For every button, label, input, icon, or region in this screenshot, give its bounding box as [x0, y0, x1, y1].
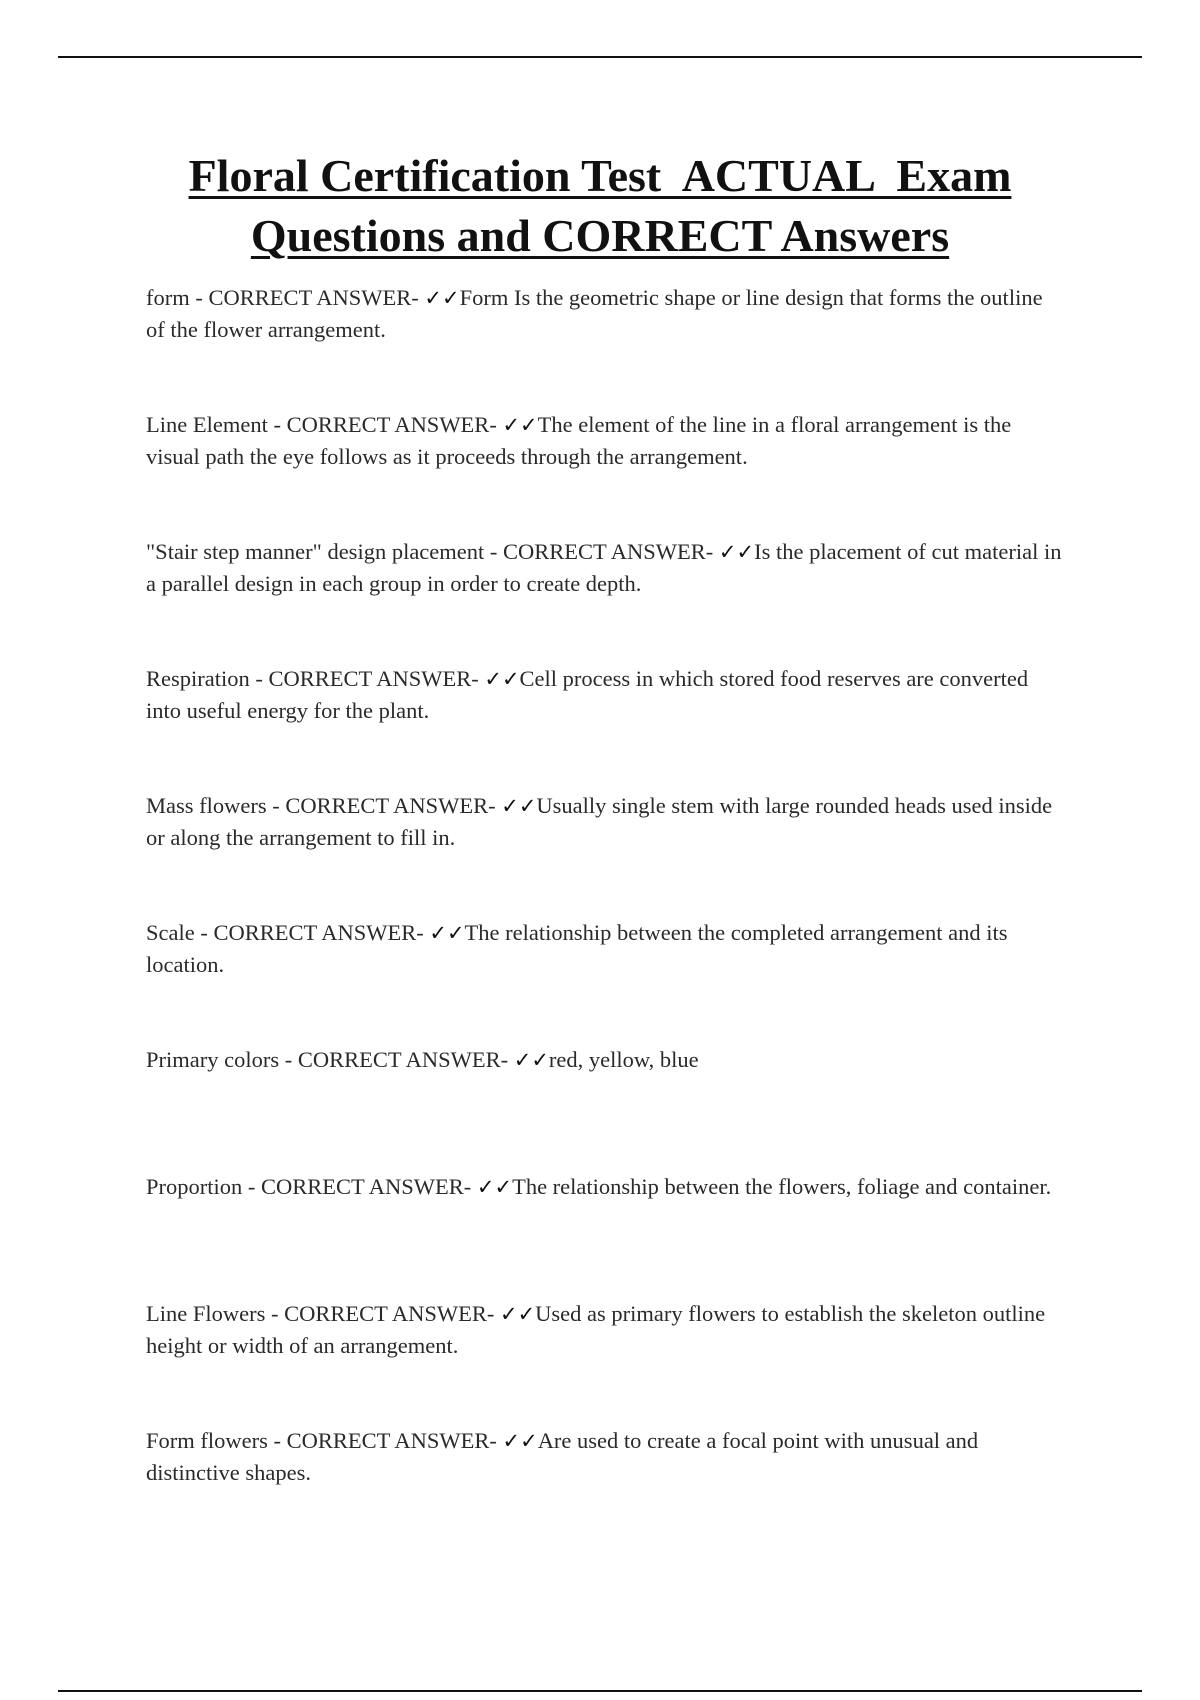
qa-item	[146, 917, 1066, 1044]
correct-answer-label: - CORRECT ANSWER-	[242, 1174, 477, 1199]
qa-answer: The element of the line in a floral arrangement is the visual path the eye follows as it proceeds through the arrangement.	[146, 412, 1017, 469]
qa-term: "Stair step manner" design placement	[146, 539, 485, 564]
checkmark-icon: ✓✓	[424, 286, 460, 310]
qa-item	[146, 1171, 1066, 1298]
qa-item	[146, 409, 1066, 536]
top-rule	[58, 56, 1142, 58]
qa-answer: The relationship between the completed arrangement and its location.	[146, 920, 1014, 977]
correct-answer-label: - CORRECT ANSWER-	[265, 1301, 500, 1326]
qa-term: Proportion	[146, 1174, 243, 1199]
qa-term: Primary colors	[146, 1047, 280, 1072]
checkmark-icon: ✓✓	[484, 667, 520, 691]
title-line: Questions and CORRECT Answers	[250, 210, 950, 261]
correct-answer-label: - CORRECT ANSWER-	[249, 666, 485, 691]
qa-answer: Usually single stem with large rounded heads used inside or along the arrangement to fill in.	[146, 793, 1058, 850]
qa-item	[146, 663, 1066, 790]
qa-term: Line Element	[146, 412, 268, 437]
qa-item	[146, 1425, 1066, 1552]
checkmark-icon: ✓✓	[502, 413, 538, 437]
qa-term: Scale	[146, 920, 195, 945]
document-title	[60, 146, 1140, 266]
qa-item	[146, 282, 1066, 409]
correct-answer-label: - CORRECT ANSWER-	[189, 285, 425, 310]
correct-answer-label: - CORRECT ANSWER-	[267, 1428, 503, 1453]
qa-answer: Used as primary flowers to establish the skeleton outline height or width of an arrangement.	[146, 1301, 1051, 1358]
checkmark-icon: ✓✓	[476, 1175, 513, 1199]
checkmark-icon: ✓✓	[429, 921, 465, 945]
qa-answer: Form Is the geometric shape or line design that forms the outline of the flower arrangement.	[146, 285, 1049, 342]
qa-answer: Are used to create a focal point with unusual and distinctive shapes.	[146, 1428, 984, 1485]
checkmark-icon: ✓✓	[513, 1048, 549, 1072]
qa-answer: The relationship between the flowers, foliage and container.	[512, 1174, 1052, 1199]
checkmark-icon: ✓✓	[499, 1302, 536, 1326]
qa-item	[146, 1044, 1066, 1171]
qa-term: Respiration	[146, 666, 250, 691]
qa-term: Line Flowers	[146, 1301, 266, 1326]
title-line: Floral Certification Test ACTUAL Exam	[188, 150, 1012, 201]
qa-answer: Cell process in which stored food reserves are converted into useful energy for the plant.	[146, 666, 1034, 723]
correct-answer-label: - CORRECT ANSWER-	[266, 793, 502, 818]
qa-item	[146, 790, 1066, 917]
qa-term: Form flowers	[146, 1428, 268, 1453]
qa-term: form	[146, 285, 190, 310]
checkmark-icon: ✓✓	[501, 794, 537, 818]
qa-item	[146, 536, 1066, 663]
correct-answer-label: - CORRECT ANSWER-	[194, 920, 430, 945]
qa-answer: red, yellow, blue	[548, 1047, 699, 1072]
qa-item	[146, 1298, 1066, 1425]
bottom-rule	[58, 1690, 1142, 1692]
qa-answer: Is the placement of cut material in a parallel design in each group in order to create depth.	[146, 539, 1068, 596]
qa-list	[146, 282, 1066, 1552]
checkmark-icon: ✓✓	[502, 1429, 538, 1453]
checkmark-icon: ✓✓	[718, 540, 755, 564]
correct-answer-label: - CORRECT ANSWER-	[484, 539, 719, 564]
correct-answer-label: - CORRECT ANSWER-	[279, 1047, 514, 1072]
qa-term: Mass flowers	[146, 793, 267, 818]
correct-answer-label: - CORRECT ANSWER-	[267, 412, 503, 437]
